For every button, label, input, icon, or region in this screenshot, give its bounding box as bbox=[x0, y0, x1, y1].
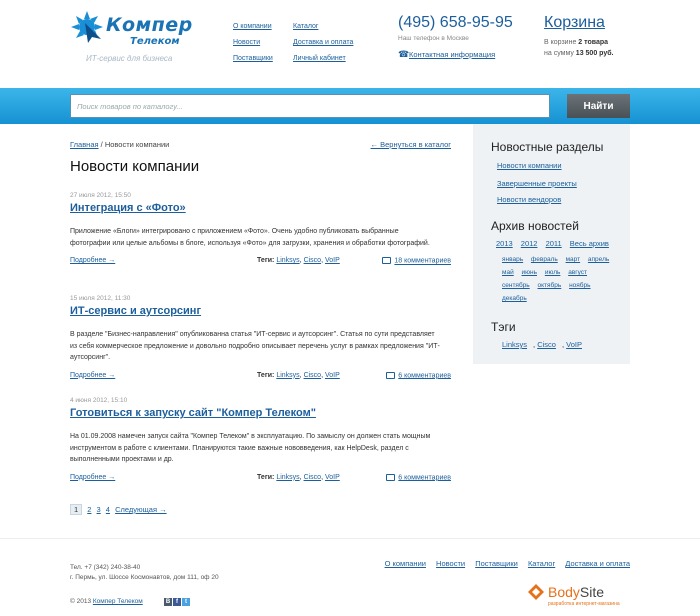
search-bar bbox=[0, 88, 700, 124]
footer-phone: Тел. +7 (342) 240-38-40 bbox=[70, 564, 141, 571]
archive-month[interactable]: август bbox=[568, 269, 588, 276]
article-meta bbox=[70, 257, 455, 269]
article-date: 4 июня 2012, 15:10 bbox=[70, 397, 128, 404]
tag-link[interactable]: Cisco bbox=[303, 473, 322, 481]
comment-bubble-icon bbox=[382, 257, 391, 264]
article-text: В разделе "Бизнес-направления" опубликованна статья "ИТ-сервис и аутсорсинг". Статья по сути представляет из себя коммерческое предложение и довольно подробно описывает перечень услуг в рамках предложения "ИТ-аутсорсинг". bbox=[70, 331, 440, 362]
article-title[interactable]: ИТ-сервис и аутсорсинг bbox=[70, 305, 202, 317]
logo-gear-icon bbox=[70, 10, 104, 44]
read-more-link[interactable]: Подробнее → bbox=[70, 371, 116, 379]
contact-info-link[interactable] bbox=[398, 49, 495, 60]
copyright bbox=[70, 598, 143, 605]
footer-link-suppliers[interactable]: Поставщики bbox=[475, 559, 518, 568]
nav-link-news[interactable]: Новости bbox=[233, 39, 261, 46]
sidebar-sections-title: Новостные разделы bbox=[491, 140, 604, 154]
breadcrumb bbox=[70, 140, 169, 149]
logo-title: Компер bbox=[106, 14, 193, 36]
comments-link[interactable] bbox=[386, 372, 451, 379]
comments-count[interactable]: 18 комментариев bbox=[394, 257, 451, 265]
sidebar-item-completed-projects[interactable]: Завершенные проекты bbox=[497, 179, 577, 188]
breadcrumb-current: Новости компании bbox=[104, 140, 170, 149]
tag-link[interactable]: VoIP bbox=[324, 257, 340, 265]
cart-count-line bbox=[544, 39, 608, 46]
tag-link[interactable]: Linksys bbox=[276, 473, 300, 481]
read-more-link[interactable]: Подробнее → bbox=[70, 257, 116, 265]
cart-link[interactable]: Корзина bbox=[544, 14, 605, 31]
breadcrumb-separator: / bbox=[98, 140, 105, 149]
nav-link-catalog[interactable]: Каталог bbox=[293, 23, 319, 30]
bodysite-name bbox=[548, 584, 604, 600]
nav-link-about[interactable]: О компании bbox=[233, 23, 272, 30]
top-nav-column-2 bbox=[293, 19, 353, 67]
sidebar-tags: Linksys , Cisco , VoIP bbox=[502, 340, 582, 349]
breadcrumb-home[interactable]: Главная bbox=[70, 140, 99, 149]
archive-month[interactable]: апрель bbox=[587, 256, 610, 263]
cart-count-prefix: В корзине bbox=[544, 39, 577, 46]
comments-link[interactable] bbox=[386, 474, 451, 481]
archive-year[interactable]: 2011 bbox=[545, 239, 562, 248]
archive-month[interactable]: ноябрь bbox=[569, 282, 591, 289]
footer-link-news[interactable]: Новости bbox=[436, 559, 466, 568]
archive-month[interactable]: март bbox=[565, 256, 581, 263]
nav-link-account[interactable]: Личный кабинет bbox=[293, 55, 346, 62]
footer-link-delivery[interactable]: Доставка и оплата bbox=[565, 559, 630, 568]
article-tags: Теги: Linksys, Cisco, VoIP bbox=[257, 257, 340, 265]
article-tags: Теги: Linksys, Cisco, VoIP bbox=[257, 473, 340, 481]
page-title: Новости компании bbox=[70, 158, 200, 175]
cart-sum: 13 500 руб. bbox=[575, 50, 614, 57]
tags-label: Теги: bbox=[257, 371, 275, 379]
article-text: На 01.09.2008 намечен запуск сайта "Компер Телеком" в эксплуатацию. По замыслу он должен стать мощным инструментом в работе с клиентами. Планируются такие важные нововведения, как HelpDesk, раздел с выполненными проектами и др. bbox=[70, 433, 431, 464]
footer-link-catalog[interactable]: Каталог bbox=[527, 559, 556, 568]
archive-years bbox=[496, 239, 615, 248]
comment-bubble-icon bbox=[386, 372, 395, 379]
tag-link[interactable]: Linksys bbox=[276, 257, 300, 265]
sidebar bbox=[473, 124, 630, 364]
facebook-icon[interactable]: f bbox=[173, 598, 181, 606]
phone-number: (495) 658-95-95 bbox=[398, 14, 513, 31]
comment-bubble-icon bbox=[386, 474, 395, 481]
sidebar-archive-title: Архив новостей bbox=[491, 219, 579, 233]
article-date: 27 июля 2012, 15:50 bbox=[70, 192, 131, 199]
article-meta bbox=[70, 372, 455, 384]
article-title[interactable]: Интеграция с «Фото» bbox=[70, 202, 186, 214]
archive-month[interactable]: май bbox=[502, 269, 514, 276]
comments-count[interactable]: 6 комментариев bbox=[398, 372, 451, 380]
footer-address: г. Пермь, ул. Шоссе Космонавтов, дом 111, оф 20 bbox=[70, 574, 219, 581]
comments-count[interactable]: 6 комментариев bbox=[398, 474, 451, 482]
phone-icon: ☎ bbox=[398, 49, 410, 59]
copyright-link[interactable]: Компер Телеком bbox=[92, 598, 143, 605]
cart-count: 2 товара bbox=[578, 39, 609, 46]
tag-link[interactable]: VoIP bbox=[566, 340, 582, 349]
logo-tagline: ИТ-сервис для бизнеса bbox=[86, 54, 173, 63]
tag-link[interactable]: VoIP bbox=[324, 473, 340, 481]
contact-info-label[interactable]: Контактная информация bbox=[409, 50, 496, 59]
archive-year[interactable]: 2013 bbox=[496, 239, 513, 248]
copyright-year: © 2013 bbox=[70, 598, 92, 605]
tags-label: Теги: bbox=[257, 257, 275, 265]
pagination bbox=[70, 504, 167, 515]
archive-month[interactable]: октябрь bbox=[537, 282, 562, 289]
tag-link[interactable]: Linksys bbox=[502, 340, 528, 349]
pagination-page[interactable]: 4 bbox=[105, 505, 110, 514]
nav-link-suppliers[interactable]: Поставщики bbox=[233, 55, 273, 62]
article-tags: Теги: Linksys, Cisco, VoIP bbox=[257, 371, 340, 379]
bodysite-name-part1: Body bbox=[548, 584, 580, 600]
company-logo[interactable] bbox=[70, 8, 200, 64]
archive-months-row bbox=[502, 256, 615, 263]
archive-month[interactable]: декабрь bbox=[502, 295, 527, 302]
main-content bbox=[70, 124, 455, 524]
tag-link[interactable]: VoIP bbox=[324, 371, 340, 379]
article-date: 15 июля 2012, 11:30 bbox=[70, 295, 131, 302]
tags-label: Теги: bbox=[257, 473, 275, 481]
footer-link-about[interactable]: О компании bbox=[384, 559, 426, 568]
news-article bbox=[70, 192, 455, 269]
article-text: Приложение «Блоги» интегрировано с приложением «Фото». Очень удобно публиковать выбранные фотографии или целые альбомы в блоге, используя «Фото» для загрузки, хранения и обработки фотографий. bbox=[70, 228, 430, 247]
footer-contacts bbox=[70, 563, 219, 583]
archive-all[interactable]: Весь архив bbox=[569, 239, 609, 248]
tag-link[interactable]: Cisco bbox=[537, 340, 556, 349]
archive-month[interactable]: сентябрь bbox=[502, 282, 530, 289]
social-links bbox=[164, 596, 191, 606]
archive-month[interactable]: июль bbox=[544, 269, 561, 276]
footer-nav bbox=[377, 559, 630, 568]
tag-link[interactable]: Cisco bbox=[303, 257, 322, 265]
article-meta bbox=[70, 474, 455, 486]
sidebar-item-company-news[interactable]: Новости компании bbox=[497, 161, 562, 170]
archive-months-row bbox=[502, 269, 593, 276]
archive-months-row bbox=[502, 282, 597, 289]
archive-month[interactable]: июнь bbox=[521, 269, 538, 276]
comments-link[interactable] bbox=[382, 257, 451, 264]
site-header bbox=[0, 0, 700, 88]
article-title[interactable]: Готовиться к запуску сайт "Компер Телеком" bbox=[70, 407, 316, 419]
nav-link-delivery[interactable]: Доставка и оплата bbox=[293, 39, 354, 46]
read-more-link[interactable]: Подробнее → bbox=[70, 473, 116, 481]
twitter-icon[interactable]: t bbox=[182, 598, 190, 606]
site-footer bbox=[0, 538, 700, 616]
tag-link[interactable]: Cisco bbox=[303, 371, 322, 379]
news-article bbox=[70, 295, 455, 384]
tag-link[interactable]: Linksys bbox=[276, 371, 300, 379]
bodysite-subtitle: разработка интернет-магазина bbox=[548, 601, 620, 607]
logo-subtitle: Телеком bbox=[130, 36, 180, 47]
sidebar-item-vendor-news[interactable]: Новости вендоров bbox=[497, 195, 562, 204]
bodysite-mark-icon bbox=[528, 584, 544, 600]
archive-month[interactable]: январь bbox=[502, 256, 524, 263]
sidebar-tags-title: Тэги bbox=[491, 320, 516, 334]
cart-sum-prefix: на сумму bbox=[544, 50, 574, 57]
top-nav-column-1 bbox=[233, 19, 273, 67]
pagination-next[interactable]: Следующая → bbox=[115, 505, 167, 514]
pagination-page[interactable]: 2 bbox=[87, 505, 92, 514]
bodysite-logo[interactable] bbox=[528, 584, 638, 614]
phone-note: Наш телефон в Москве bbox=[398, 35, 469, 42]
news-article bbox=[70, 397, 455, 486]
archive-month[interactable]: февраль bbox=[530, 256, 558, 263]
back-to-catalog-link[interactable]: ← Вернуться в каталог bbox=[370, 140, 451, 149]
search-button[interactable]: Найти bbox=[567, 94, 630, 118]
vk-icon[interactable]: В bbox=[165, 599, 171, 605]
bodysite-name-part2: Site bbox=[579, 584, 605, 600]
search-input[interactable] bbox=[70, 94, 550, 118]
pagination-page[interactable]: 3 bbox=[96, 505, 101, 514]
archive-months-row bbox=[502, 295, 533, 302]
cart-sum-line bbox=[544, 50, 614, 57]
archive-year[interactable]: 2012 bbox=[520, 239, 538, 248]
pagination-current-page: 1 bbox=[70, 504, 82, 515]
